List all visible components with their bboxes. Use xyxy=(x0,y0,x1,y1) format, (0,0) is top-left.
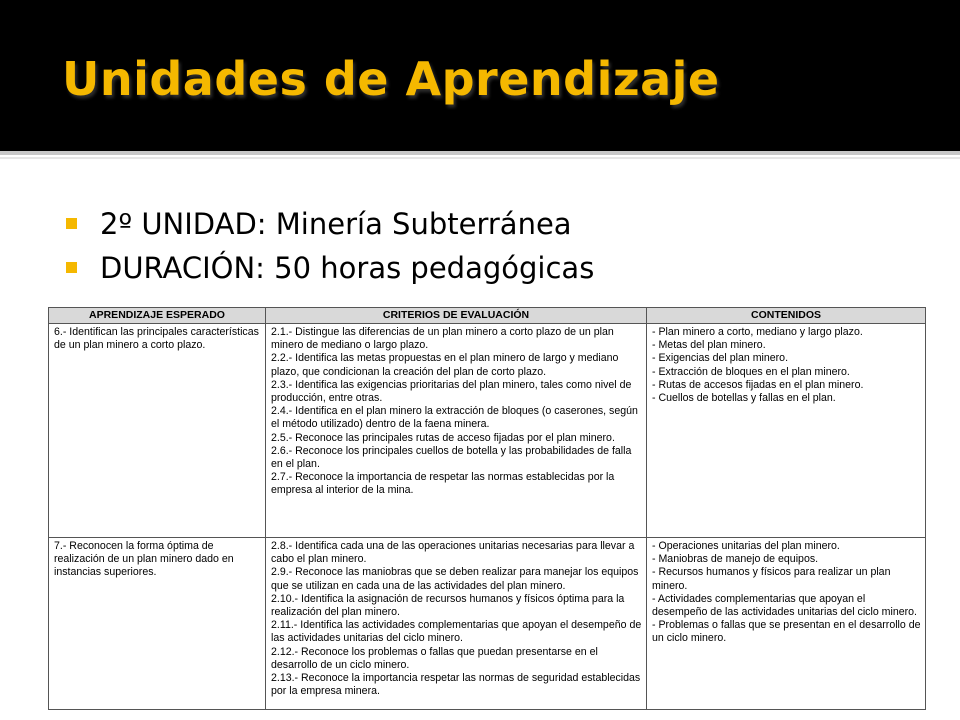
criterio-item: 2.5.- Reconoce las principales rutas de acceso fijadas por el plan minero. xyxy=(271,431,615,444)
bullet-text: DURACIÓN: 50 horas pedagógicas xyxy=(100,251,595,285)
criterio-item: 2.9.- Reconoce las maniobras que se deben realizar para manejar los equipos que se utilizan en cada una de las actividades del plan minero. xyxy=(271,566,639,592)
criterio-item: 2.12.- Reconoce los problemas o fallas que puedan presentarse en el desarrollo de un ciclo minero. xyxy=(271,645,598,671)
bullet-item-duracion xyxy=(66,246,594,290)
criterio-item: 2.10.- Identifica la asignación de recursos humanos y físicos óptima para la realización del plan minero. xyxy=(271,592,625,619)
table-header-row xyxy=(49,308,926,324)
header-criterios: CRITERIOS DE EVALUACIÓN xyxy=(266,308,647,324)
contenido-item: - Maniobras de manejo de equipos. xyxy=(652,553,819,566)
criterio-item: 2.3.- Identifica las exigencias prioritarias del plan minero, tales como nivel de producción, entre otras. xyxy=(271,378,632,405)
criterio-item: 2.7.- Reconoce la importancia de respetar las normas establecidas por la empresa al interior de la mina. xyxy=(271,471,615,497)
criterio-item: 2.1.- Distingue las diferencias de un plan minero a corto plazo de un plan minero de mediano o largo plazo. xyxy=(271,326,614,352)
table-row xyxy=(49,538,926,710)
bullet-list xyxy=(66,202,594,290)
square-bullet-icon xyxy=(66,218,77,229)
bullet-text: 2º UNIDAD: Minería Subterránea xyxy=(100,207,572,241)
header-contenidos: CONTENIDOS xyxy=(647,308,926,324)
criterio-item: 2.11.- Identifica las actividades complementarias que apoyan el desempeño de las actividades unitarias del ciclo minero. xyxy=(271,619,642,645)
aprendizaje-text: 6.- Identifican las principales características de un plan minero a corto plazo. xyxy=(54,326,259,352)
bullet-item-unidad xyxy=(66,202,594,246)
criterio-item: 2.2.- Identifica las metas propuestas en el plan minero de largo y mediano plazo, que condicionan la creación del plan de corto plazo. xyxy=(271,352,619,378)
header-divider-thin xyxy=(0,157,960,159)
title-bar xyxy=(0,0,960,151)
contenido-item: - Rutas de accesos fijadas en el plan minero. xyxy=(652,378,864,391)
header-aprendizaje: APRENDIZAJE ESPERADO xyxy=(49,308,266,324)
contenido-item: - Metas del plan minero. xyxy=(652,339,766,352)
criterio-item: 2.13.- Reconoce la importancia respetar las normas de seguridad establecidas por la empresa minera. xyxy=(271,672,641,698)
header-divider xyxy=(0,151,960,155)
criterio-item: 2.8.- Identifica cada una de las operaciones unitarias necesarias para llevar a cabo el plan minero. xyxy=(271,540,635,566)
contenido-item: - Recursos humanos y físicos para realizar un plan minero. xyxy=(652,566,891,592)
contenido-item: - Plan minero a corto, mediano y largo plazo. xyxy=(652,326,863,338)
contenido-item: - Extracción de bloques en el plan minero. xyxy=(652,365,850,378)
contenido-item: - Cuellos de botellas y fallas en el plan. xyxy=(652,392,836,405)
aprendizaje-text: 7.- Reconocen la forma óptima de realización de un plan minero dado en instancias superiores. xyxy=(54,540,234,579)
contenido-item: - Exigencias del plan minero. xyxy=(652,352,789,365)
cell-aprendizaje xyxy=(49,538,266,710)
slide-title: Unidades de Aprendizaje xyxy=(62,52,720,106)
cell-criterios xyxy=(266,324,647,538)
contenido-item: - Problemas o fallas que se presentan en el desarrollo de un ciclo minero. xyxy=(652,619,921,645)
criterio-item: 2.6.- Reconoce los principales cuellos de botella y las probabilidades de falla en el plan. xyxy=(271,444,632,471)
criterio-item: 2.4.- Identifica en el plan minero la extracción de bloques (o caserones, según el método utilizado) dentro de la faena minera. xyxy=(271,405,638,431)
learning-units-table xyxy=(48,307,926,710)
cell-contenidos xyxy=(647,538,926,710)
cell-contenidos xyxy=(647,324,926,538)
cell-aprendizaje xyxy=(49,324,266,538)
table-row xyxy=(49,324,926,538)
contenido-item: - Operaciones unitarias del plan minero. xyxy=(652,540,840,552)
cell-criterios xyxy=(266,538,647,710)
contenido-item: - Actividades complementarias que apoyan el desempeño de las actividades unitarias del ciclo minero. xyxy=(652,592,917,619)
square-bullet-icon xyxy=(66,262,77,273)
